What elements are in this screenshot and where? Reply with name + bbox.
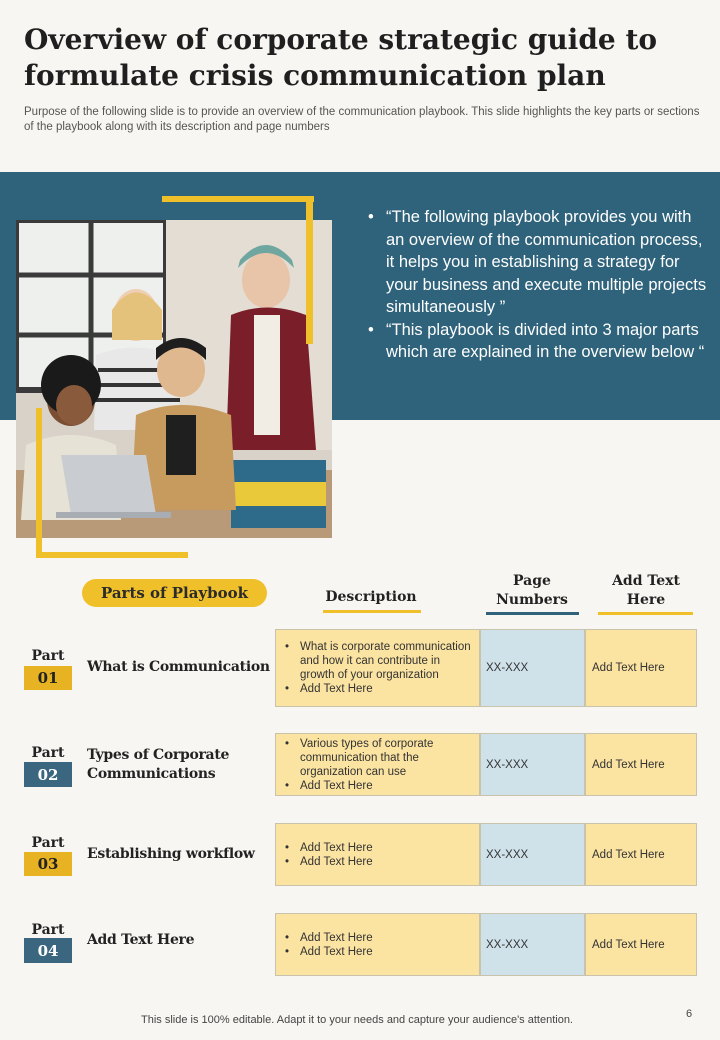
photo-frame-accent [306,196,313,344]
photo-frame-accent [36,408,42,558]
part-number-badge: 01 [24,667,72,690]
part-number-badge: 02 [24,764,72,787]
photo-frame-accent [162,196,314,202]
description-cell [275,823,480,886]
part-title: What is Communication [87,659,270,675]
part-number-badge: 03 [24,853,72,876]
description-cell [275,913,480,976]
banner-bullet: • “The following playbook provides you with an overview of the communication process, it helps you in establishing a strategy for your business and execute multiple projects simultaneously ” [368,206,713,319]
column-underline [598,612,693,615]
description-bullet: • Add Text Here [300,855,373,869]
banner-bullet-list [368,206,713,364]
column-header-add-text: Add Text Here [612,573,680,608]
parts-of-playbook-pill: Parts of Playbook [82,579,267,607]
column-header-page-numbers: Page Numbers [496,573,568,608]
page-number: 6 [686,1008,693,1020]
photo-frame-accent [36,552,188,558]
column-underline [323,610,421,613]
column-underline [486,612,579,615]
add-text-cell: Add Text Here [585,913,697,976]
page-number-cell: XX-XXX [480,823,585,886]
description-bullet: • Add Text Here [300,945,373,959]
part-title: Add Text Here [87,932,195,948]
part-number-badge: 04 [24,940,72,963]
description-cell [275,733,480,796]
part-label: Part [31,835,65,851]
description-cell [275,629,480,707]
page-number-cell: XX-XXX [480,913,585,976]
part-label: Part [31,745,65,761]
description-bullet: • Add Text Here [300,779,473,793]
page-number-cell: XX-XXX [480,733,585,796]
part-title: Establishing workflow [87,846,255,862]
description-bullet: • What is corporate communication and how it can contribute in growth of your organization [300,640,473,682]
add-text-cell: Add Text Here [585,823,697,886]
part-label: Part [31,922,65,938]
team-photo [16,220,332,538]
banner-bullet: • “This playbook is divided into 3 major parts which are explained in the overview below “ [368,319,713,364]
description-bullet: • Add Text Here [300,841,373,855]
part-label: Part [31,648,65,664]
description-bullet: • Various types of corporate communication that the organization can use [300,737,473,779]
add-text-cell: Add Text Here [585,629,697,707]
page-number-cell: XX-XXX [480,629,585,707]
page-subtitle: Purpose of the following slide is to provide an overview of the communication playbook. This slide highlights the key parts or sections of the playbook along with its description and page numbers [24,106,700,133]
part-title: Types of Corporate Communications [87,747,230,782]
description-bullet: • Add Text Here [300,682,473,696]
description-bullet: • Add Text Here [300,931,373,945]
footer-note: This slide is 100% editable. Adapt it to your needs and capture your audience's attention. [141,1014,573,1026]
page-title: Overview of corporate strategic guide to formulate crisis communication plan [24,23,658,92]
column-header-description: Description [325,589,417,605]
add-text-cell: Add Text Here [585,733,697,796]
